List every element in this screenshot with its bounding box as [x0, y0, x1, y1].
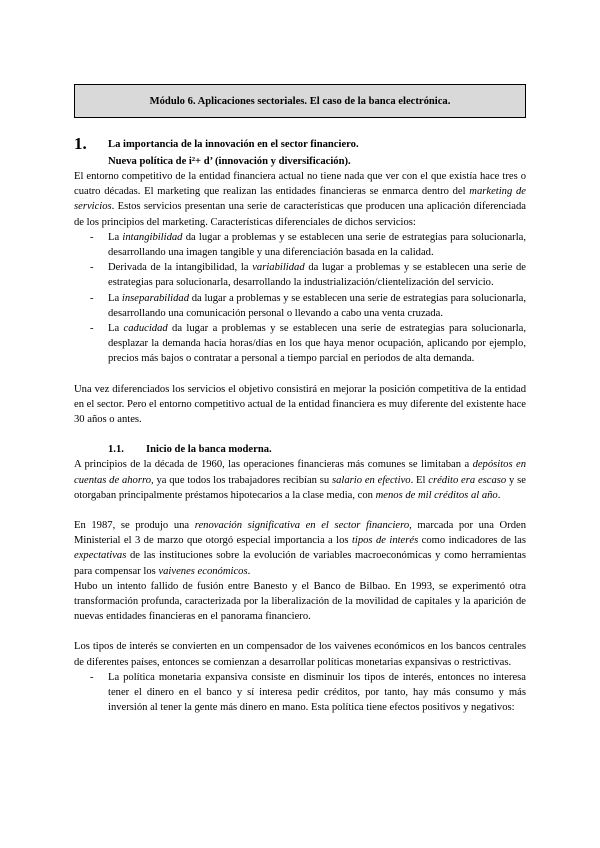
paragraph: En 1987, se produjo una renovación significativa en el sector financiero, marcada por una Orden Ministerial el 3 de marzo que otorgó especial importancia a los tipos de interés como indicadores de las expectativas de las instituciones sobre la evolución de variables macroeconómicas y como herramientas para compensar los vaivenes económicos. [74, 520, 526, 577]
section-heading [74, 136, 526, 154]
list-item: - La caducidad da lugar a problemas y se establecen una serie de estrategias para solucionarla, desplazar la demanda hacia horas/días en los que haya menor ocupación, aplicando por ejemplo, precios más bajos o contratar a personal a tiempo parcial en periodos de alta demanda. [90, 323, 526, 365]
dash-bullet: - [90, 323, 94, 335]
paragraph: Los tipos de interés se convierten en un compensador de los vaivenes económicos en los bancos centrales de diferentes países, entonces se comienzan a desarrollar políticas monetarias expansivas o restrictivas. [74, 641, 526, 668]
policy-list [74, 670, 526, 716]
document-body [74, 136, 526, 716]
characteristics-list [74, 230, 526, 367]
list-item: - La intangibilidad da lugar a problemas y se establecen una serie de estrategias para solucionarla, desarrollando una imagen tangible y una diferenciación basada en la calidad. [90, 231, 526, 259]
paragraph: El entorno competitivo de la entidad financiera actual no tiene nada que ver con el que existía hace tres o cuatro décadas. El marketing que realizan las entidades financieras se enmarca dentro del marketing de servicios. Estos servicios presentan una serie de características que producen una aplicación diferenciada de los principios del marketing. Características diferenciales de dichos servicios: [74, 171, 526, 228]
dash-bullet: - [90, 671, 94, 683]
subsection-heading [108, 442, 526, 457]
section-number: 1. [74, 134, 87, 153]
list-item: - La inseparabilidad da lugar a problemas y se establecen una serie de estrategias para solucionarla, desarrollando una comunicación personal o llevando a cabo una venta cruzada. [90, 292, 526, 319]
section-subtitle: Nueva política de i²+ d’ (innovación y diversificación). [108, 156, 351, 167]
paragraph: Una vez diferenciados los servicios el objetivo consistirá en mejorar la posición competitiva de la entidad en el sector. Pero el entorno competitivo actual de la entidad financiera es muy diferente del existente hace 30 años o antes. [74, 383, 526, 426]
paragraph: Hubo un intento fallido de fusión entre Banesto y el Banco de Bilbao. En 1993, se experimentó otra transformación profunda, caracterizada por la liberalización de la movilidad de capitales y la aparición de nuevas entidades financieras en el panorama financiero. [74, 580, 526, 623]
module-header [74, 84, 526, 118]
dash-bullet: - [90, 262, 94, 274]
list-item: - La política monetaria expansiva consiste en disminuir los tipos de interés, entonces no interesa tener el dinero en el banco y sí interesa pedir créditos, por tanto, hay más consumo y más inversión al tener la gente más dinero en mano. Esta política tiene efectos positivos y negativos: [90, 671, 526, 714]
dash-bullet: - [90, 292, 94, 304]
subsection-title: Inicio de la banca moderna. [146, 444, 272, 456]
module-title: Módulo 6. Aplicaciones sectoriales. El caso de la banca electrónica. [149, 95, 451, 107]
section-title: La importancia de la innovación en el sector financiero. [108, 139, 359, 150]
list-item: - Derivada de la intangibilidad, la variabilidad da lugar a problemas y se establecen una serie de estrategias para solucionarla, desarrollando la industrialización/clientelización del servicio. [90, 262, 526, 289]
subsection-number: 1.1. [108, 444, 124, 456]
dash-bullet: - [90, 231, 94, 243]
paragraph: A principios de la década de 1960, las operaciones financieras más comunes se limitaban a depósitos en cuentas de ahorro, ya que todos los trabajadores recibían su salario en efectivo. El crédito era escaso y se otorgaban principalmente préstamos hipotecarios a la clase media, con menos de mil créditos al año. [74, 459, 526, 501]
